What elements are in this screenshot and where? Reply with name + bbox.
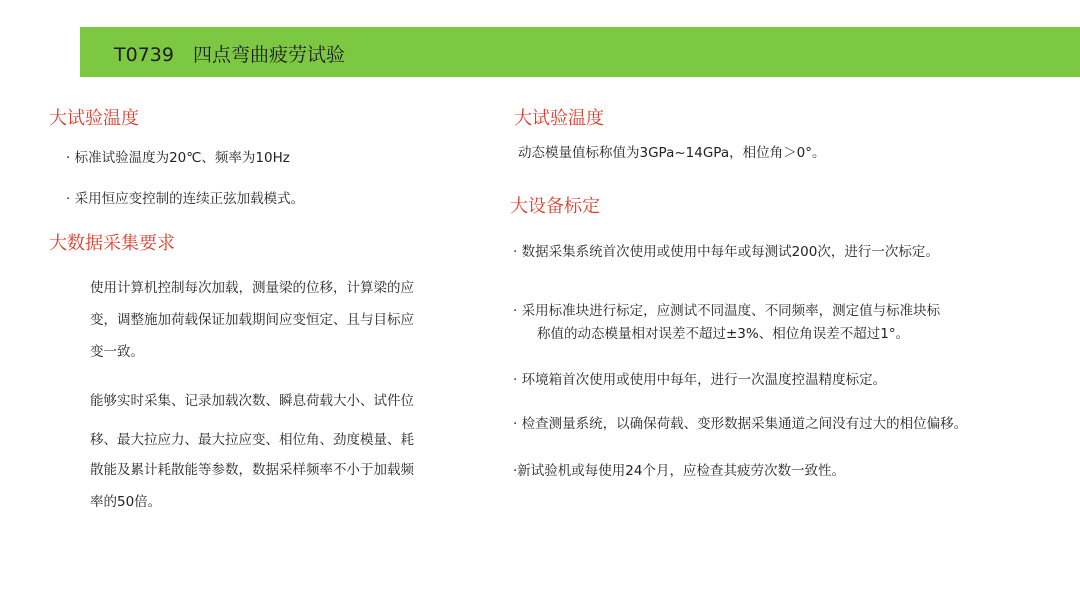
- modulus-text: 动态模量值标称值为3GPa~14GPa，相位角＞0°。: [518, 145, 826, 161]
- paragraph-line: 能够实时采集、记录加载次数、瞬息荷载大小、试件位: [90, 393, 414, 409]
- section-heading-test-temperature: 大试验温度: [49, 108, 139, 129]
- section-heading-calibration: 大设备标定: [510, 196, 600, 217]
- list-item: ·新试验机或每使用24个月，应检查其疲劳次数一致性。: [513, 463, 845, 479]
- paragraph-line: 使用计算机控制每次加载，测量梁的位移，计算梁的应: [90, 280, 414, 296]
- list-item: · 标准试验温度为20℃、频率为10Hz: [66, 150, 290, 166]
- paragraph-line: 变，调整施加荷载保证加载期间应变恒定、且与目标应: [90, 312, 414, 328]
- list-item: · 检查测量系统，以确保荷载、变形数据采集通道之间没有过大的相位偏移。: [513, 416, 968, 432]
- paragraph-line: 率的50倍。: [90, 494, 162, 510]
- list-item-continuation: 称值的动态模量相对误差不超过±3%、相位角误差不超过1°。: [537, 326, 910, 342]
- list-item: · 采用恒应变控制的连续正弦加载模式。: [66, 191, 305, 207]
- list-item: · 采用标准块进行标定，应测试不同温度、不同频率，测定值与标准块标: [513, 303, 941, 319]
- list-item: · 数据采集系统首次使用或使用中每年或每测试200次，进行一次标定。: [513, 244, 939, 260]
- section-heading-data-acquisition: 大数据采集要求: [49, 233, 175, 254]
- paragraph-line: 散能及累计耗散能等参数，数据采样频率不小于加载频: [90, 462, 414, 478]
- list-item: · 环境箱首次使用或使用中每年，进行一次温度控温精度标定。: [513, 372, 887, 388]
- section-heading-test-temperature-right: 大试验温度: [514, 108, 604, 129]
- page-title: T0739 四点弯曲疲劳试验: [114, 44, 345, 66]
- paragraph-line: 变一致。: [90, 344, 144, 360]
- paragraph-line: 移、最大拉应力、最大拉应变、相位角、劲度模量、耗: [90, 432, 414, 448]
